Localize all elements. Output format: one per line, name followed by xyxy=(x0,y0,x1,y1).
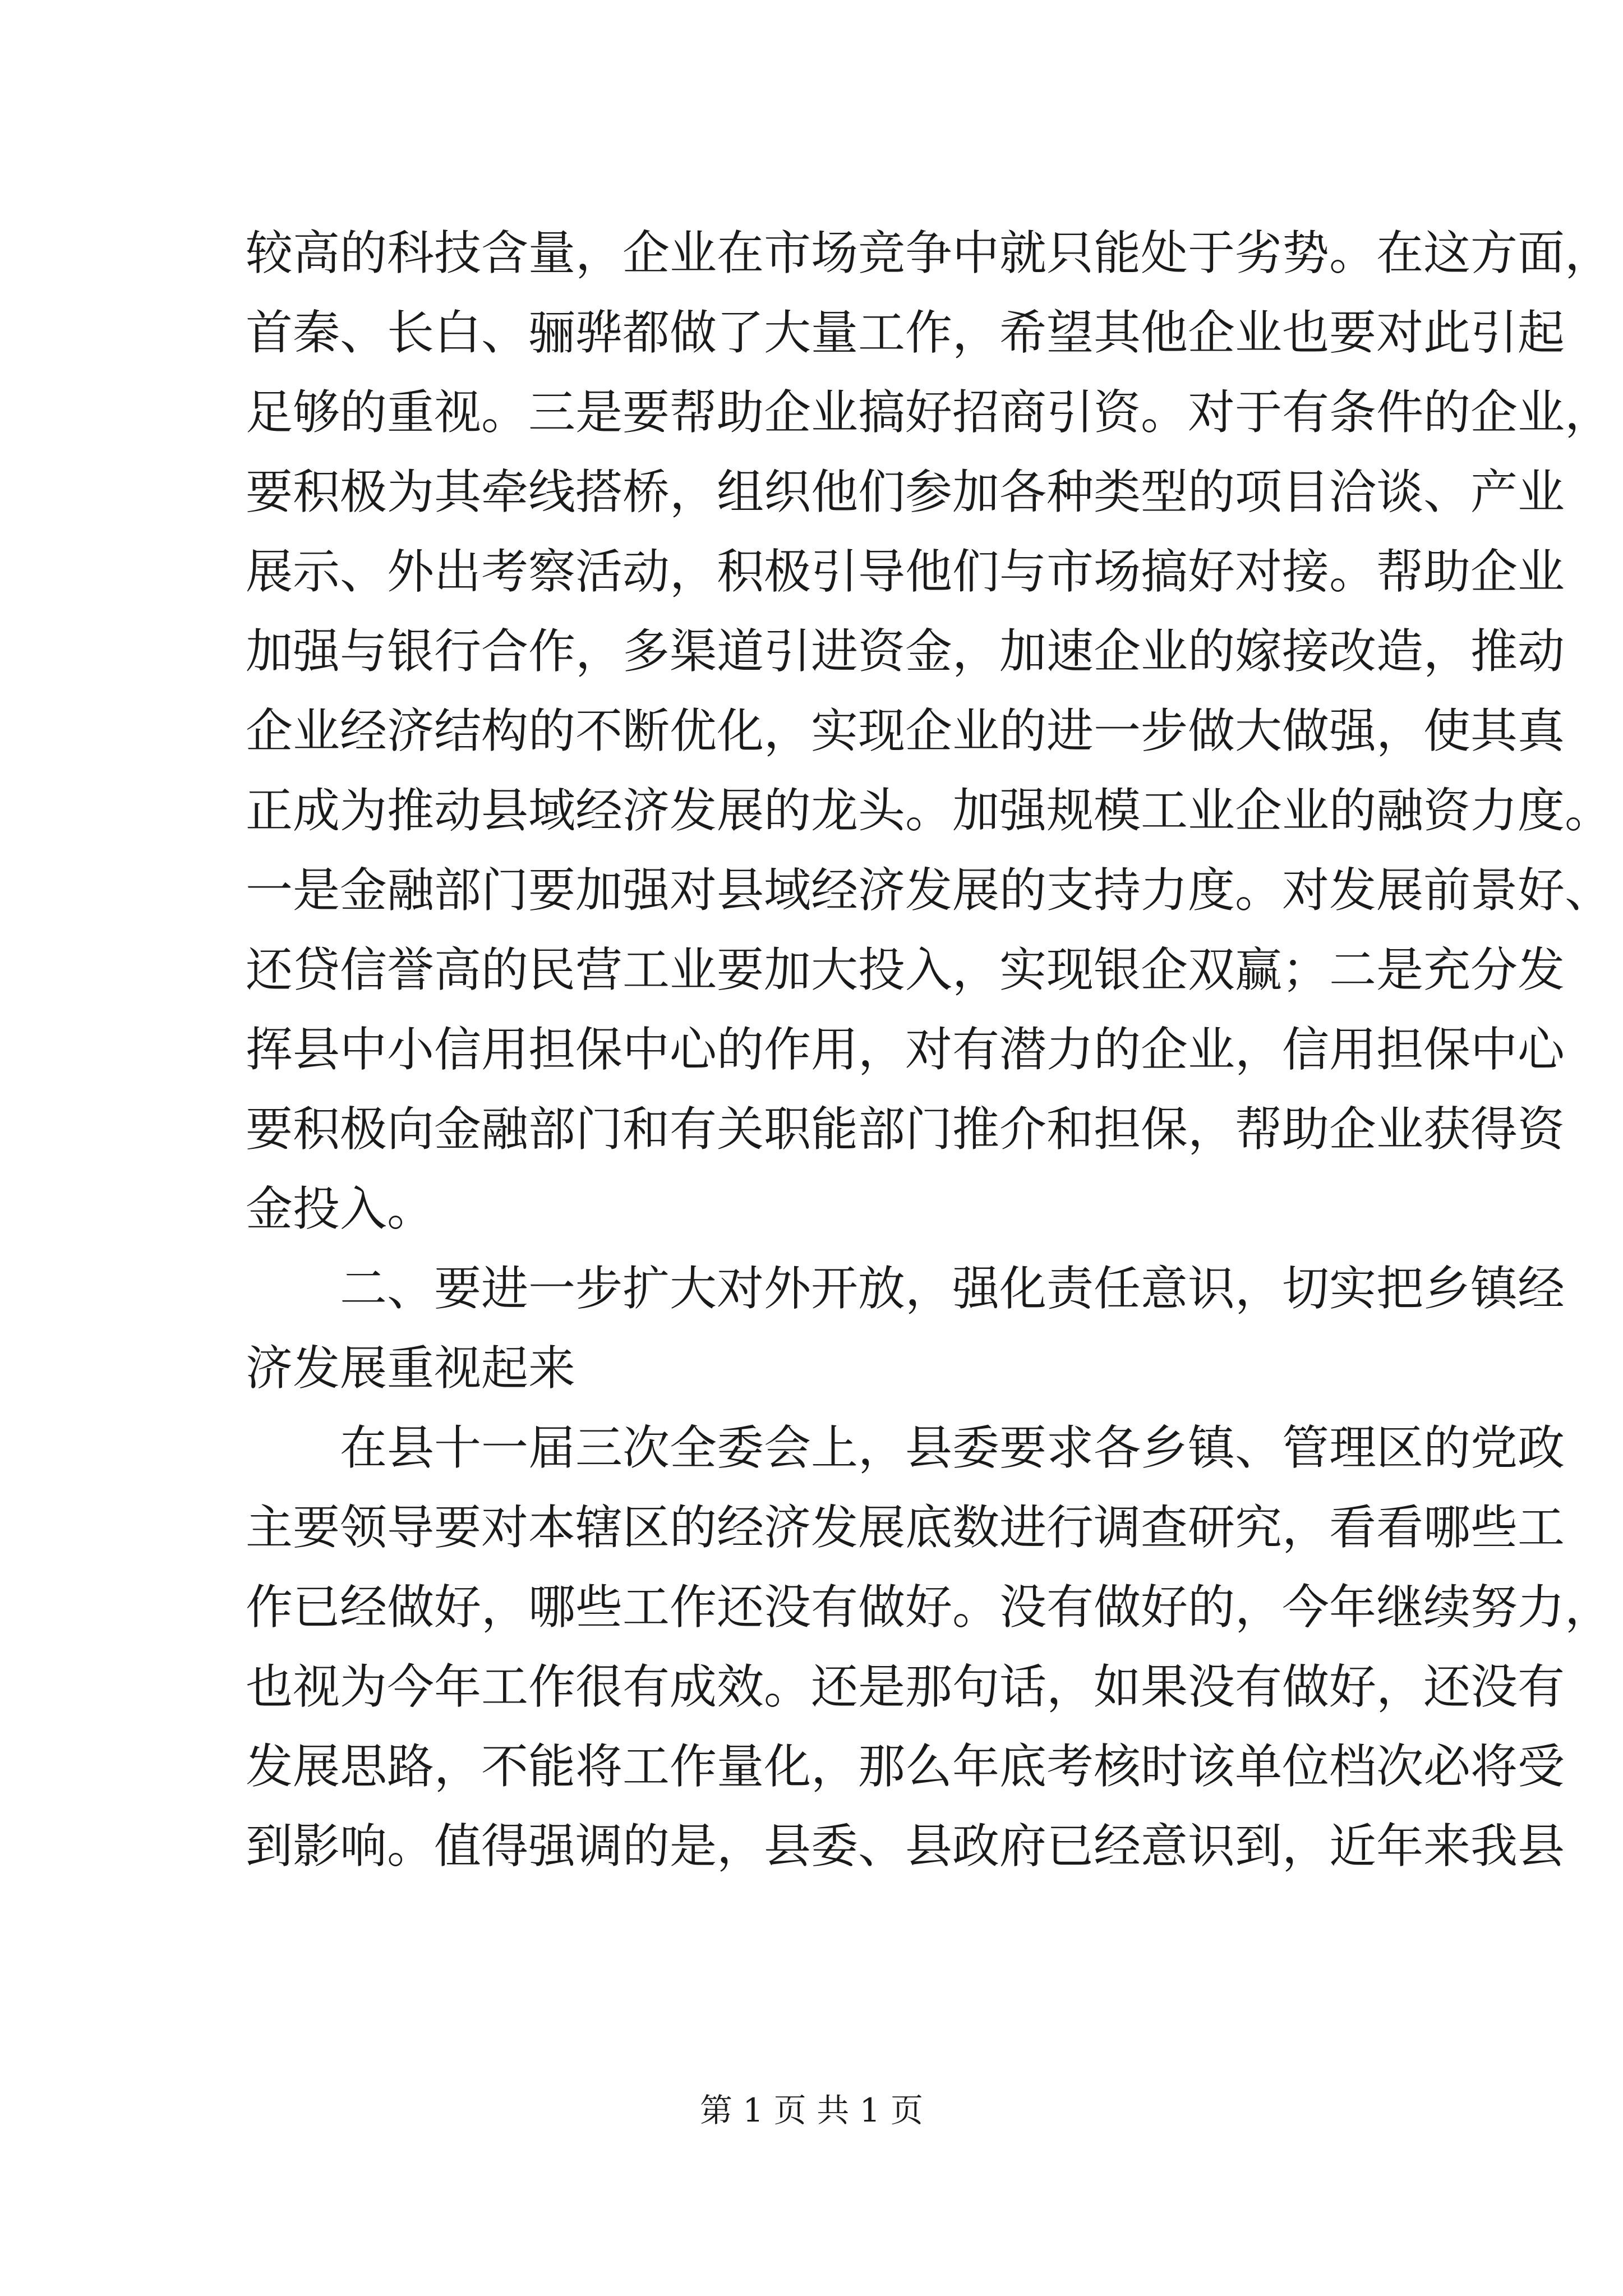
text-line: 展示、外出考察活动，积极引导他们与市场搞好对接。帮助企业 xyxy=(246,544,1565,599)
text-line: 发展思路，不能将工作量化，那么年底考核时该单位档次必将受 xyxy=(246,1739,1565,1794)
text-line: 到影响。值得强调的是，县委、县政府已经意识到，近年来我县 xyxy=(246,1819,1565,1874)
text-line: 在县十一届三次全委会上，县委要求各乡镇、管理区的党政 xyxy=(340,1420,1565,1475)
text-line: 也视为今年工作很有成效。还是那句话，如果没有做好，还没有 xyxy=(246,1659,1565,1714)
document-body xyxy=(246,213,1612,1886)
text-line: 挥县中小信用担保中心的作用，对有潜力的企业，信用担保中心 xyxy=(246,1022,1565,1077)
text-line: 加强与银行合作，多渠道引进资金，加速企业的嫁接改造，推动 xyxy=(246,624,1565,679)
text-line: 足够的重视。三是要帮助企业搞好招商引资。对于有条件的企业， xyxy=(246,385,1612,440)
text-line: 一是金融部门要加强对县域经济发展的支持力度。对发展前景好、 xyxy=(246,863,1612,918)
text-line: 作已经做好，哪些工作还没有做好。没有做好的，今年继续努力， xyxy=(246,1580,1612,1635)
text-line: 还贷信誉高的民营工业要加大投入，实现银企双赢；二是充分发 xyxy=(246,942,1565,997)
text-line: 要积极向金融部门和有关职能部门推介和担保，帮助企业获得资 xyxy=(246,1102,1565,1157)
text-line: 正成为推动县域经济发展的龙头。加强规模工业企业的融资力度。 xyxy=(246,783,1612,838)
text-line: 要积极为其牵线搭桥，组织他们参加各种类型的项目洽谈、产业 xyxy=(246,464,1565,519)
text-line: 企业经济结构的不断优化，实现企业的进一步做大做强，使其真 xyxy=(246,703,1565,758)
text-line: 主要领导要对本辖区的经济发展底数进行调查研究，看看哪些工 xyxy=(246,1500,1565,1555)
page-footer: 第 1 页 共 1 页 xyxy=(700,2091,923,2129)
section-heading-line: 济发展重视起来 xyxy=(246,1341,576,1396)
text-line: 较高的科技含量，企业在市场竞争中就只能处于劣势。在这方面， xyxy=(246,226,1612,280)
text-line: 金投入。 xyxy=(246,1181,435,1236)
text-line: 首秦、长白、骊骅都做了大量工作，希望其他企业也要对此引起 xyxy=(246,305,1565,360)
section-heading-line: 二、要进一步扩大对外开放，强化责任意识，切实把乡镇经 xyxy=(340,1261,1565,1316)
